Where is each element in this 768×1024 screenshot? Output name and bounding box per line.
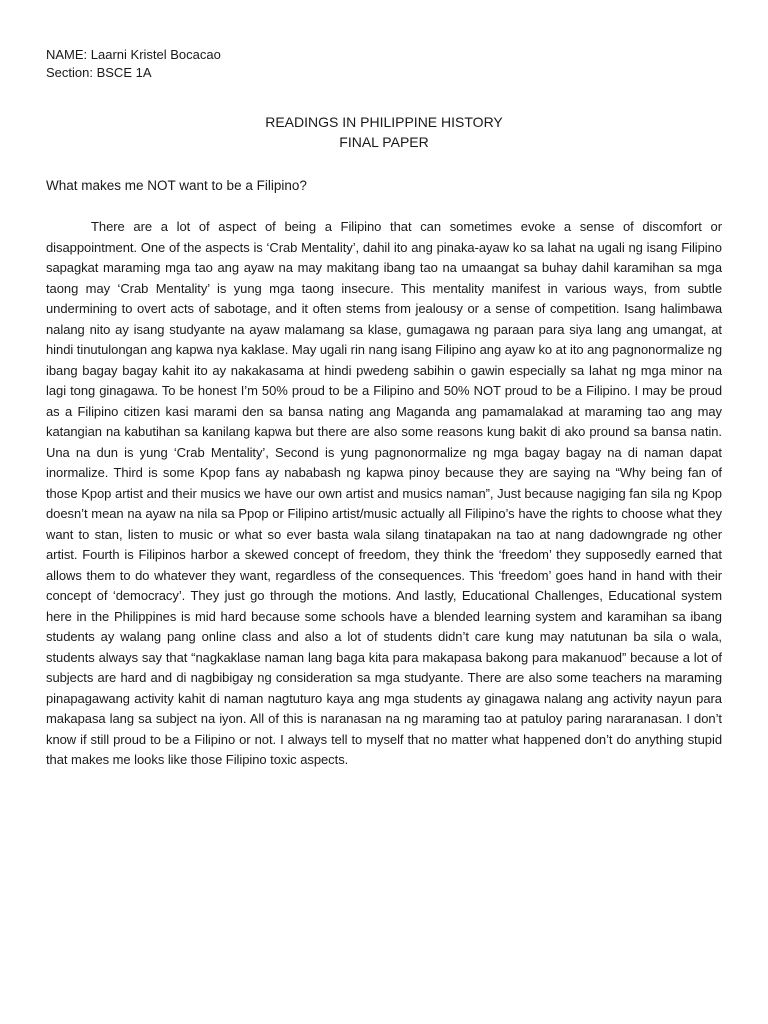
essay-paragraph: There are a lot of aspect of being a Filipino that can sometimes evoke a sense of discomfort or disappointment. One of the aspects is ‘Crab Mentality’, dahil ito ang pinaka-ayaw ko sa lahat na ugali ng isang Filipino sapagkat maraming mga tao ang ayaw na may makitang ibang tao na umaangat sa buhay dahil karamihan sa mga taong may ‘Crab Mentality’ is yung mga taong insecure. This mentality manifest in various ways, from subtle undermining to overt acts of sabotage, and it often stems from jealousy or a sense of competition. Isang halimbawa nalang nito ay isang studyante na ayaw malamang sa klase, gumagawa ng paraan para siya lang ang umangat, at hindi tinutulongan ang kapwa nya kaklase. May ugali rin nang isang Filipino ang ayaw ko at ito ang pagnonormalize ng ibang bagay bagay kahit ito ay nakakasama at hindi pwedeng sabihin o gawin especially sa lahat ng mga minor na lagi tong ginagawa. To be honest I’m 50% proud to be a Filipino and 50% NOT proud to be a Filipino. I may be proud as a Filipino citizen kasi marami den sa bansa nating ang Maganda ang pamamalakad at maraming tao ang may katangian na kabutihan sa kanilang kapwa but there are also some reasons kung bakit di ako pround sa bansa natin. Una na dun is yung ‘Crab Mentality’, Second is yung pagnonormalize ng mga bagay bagay na di naman dapat inormalize. Third is some Kpop fans ay nababash ng kapwa pinoy because they are saying na “Why being fan of those Kpop artist and their musics we have our own artist and musics naman”, Just because nagiging fan sila ng Kpop doesn’t mean na ayaw na nila sa Ppop or Filipino artist/music actually all Filipino’s have the rights to choose what they want to stan, listen to music or what so ever basta wala silang tinatapakan na tao at nang dadowngrade ng other artist. Fourth is Filipinos harbor a skewed concept of freedom, they think the ‘freedom’ they supposedly earned that allows them to do whatever they want, regardless of the consequences. This ‘freedom’ goes hand in hand with their concept of ‘democracy’. They just go through the motions. And lastly, Educational Challenges, Educational system here in the Philippines is mid hard because some schools have a blended learning system and karamihan sa ibang students ay walang pang online class and also a lot of students didn’t care kung may natutunan ba sila o wala, students always say that “nagkaklase naman lang baga kita para makapasa bakong para makanuod” because a lot of subjects are hard and di nagbibigay ng consideration sa mga studyante. There are also some teachers na maraming pinapagawang activity kahit di naman nagtuturo kaya ang mga students ay ginagawa nalang ang activity nayun para makapasa lang sa subject na iyon. All of this is naranasan na ng maraming tao at patuloy paring nararanasan. I don’t know if still proud to be a Filipino or not. I always tell to myself that no matter what happened don’t do anything stupid that makes me looks like those Filipino toxic aspects. <box>46 219 722 767</box>
student-info <box>46 46 221 82</box>
essay-question: What makes me NOT want to be a Filipino? <box>46 178 307 193</box>
course-title: READINGS IN PHILIPPINE HISTORY <box>265 114 503 130</box>
student-section: Section: BSCE 1A <box>46 65 152 80</box>
student-name: NAME: Laarni Kristel Bocacao <box>46 47 221 62</box>
document-title <box>0 112 768 152</box>
paper-title: FINAL PAPER <box>339 134 429 150</box>
